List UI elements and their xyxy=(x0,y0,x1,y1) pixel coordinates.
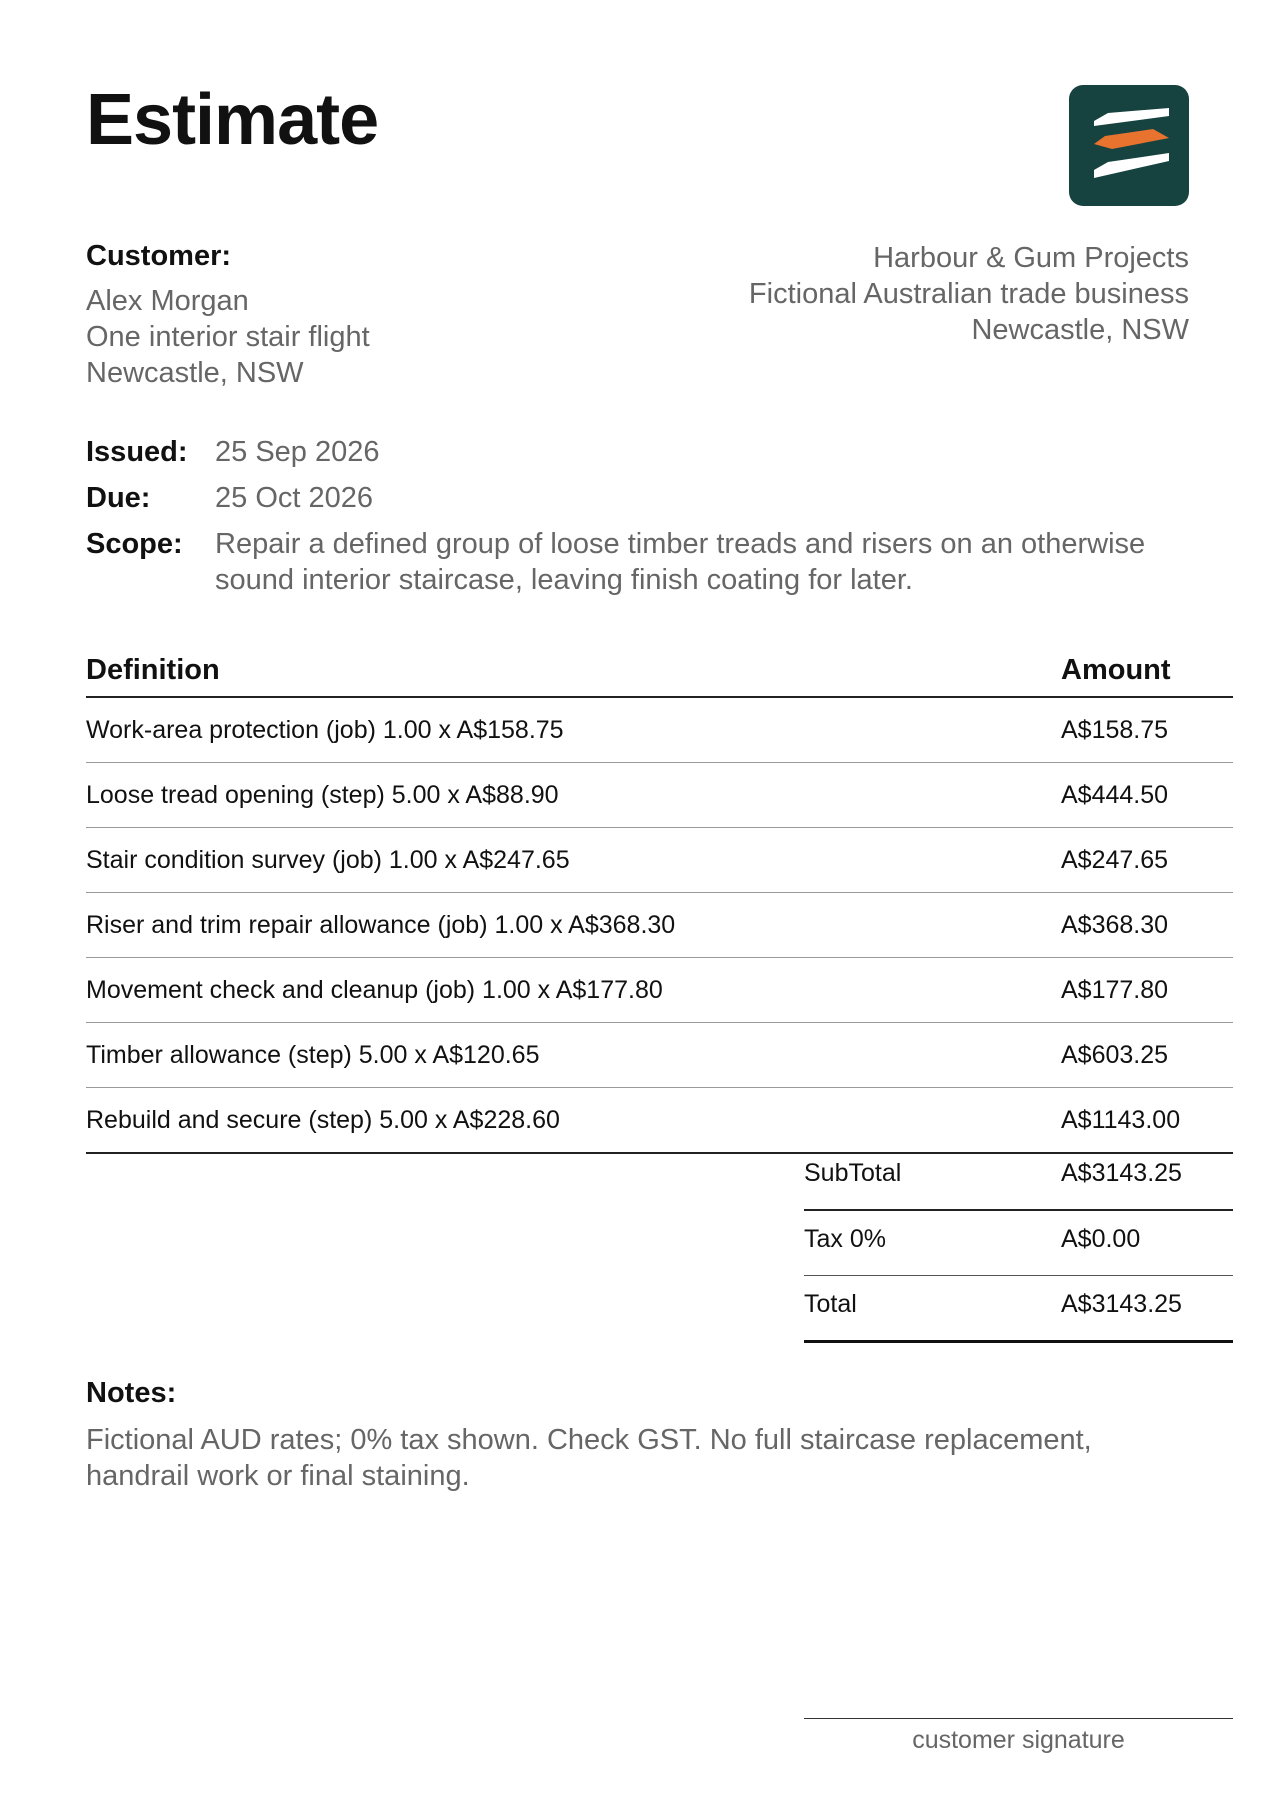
item-definition: Stair condition survey (job) 1.00 x A$247.65 xyxy=(86,846,570,874)
total-label: Total xyxy=(804,1290,857,1318)
business-details xyxy=(749,240,1189,348)
totals-block xyxy=(804,1145,1233,1343)
item-amount: A$444.50 xyxy=(1061,781,1169,809)
total-value: A$3143.25 xyxy=(1061,1290,1182,1318)
item-definition: Timber allowance (step) 5.00 x A$120.65 xyxy=(86,1041,540,1069)
item-amount: A$177.80 xyxy=(1061,976,1169,1004)
table-row xyxy=(86,698,1233,763)
scope-label: Scope: xyxy=(86,528,183,560)
total-row xyxy=(804,1276,1233,1343)
table-row xyxy=(86,1023,1233,1088)
subtotal-value: A$3143.25 xyxy=(1061,1159,1182,1187)
customer-location: Newcastle, NSW xyxy=(86,357,304,389)
business-description: Fictional Australian trade business xyxy=(748,278,1189,310)
issued-date: 25 Sep 2026 xyxy=(215,436,380,468)
customer-label: Customer: xyxy=(86,240,232,272)
notes-label: Notes: xyxy=(86,1377,177,1409)
tax-row xyxy=(804,1211,1233,1276)
scope-text: Repair a defined group of loose timber treads and risers on an otherwise sound interior staircase, leaving finish coating for later. xyxy=(215,528,1146,596)
subtotal-row xyxy=(804,1145,1233,1211)
tax-label: Tax 0% xyxy=(804,1225,886,1253)
table-row xyxy=(86,763,1233,828)
item-definition: Movement check and cleanup (job) 1.00 x A$177.80 xyxy=(86,976,663,1004)
line-items-body xyxy=(86,698,1233,1154)
scope-row xyxy=(86,526,1215,598)
table-row xyxy=(86,958,1233,1023)
table-row xyxy=(86,828,1233,893)
subtotal-label: SubTotal xyxy=(804,1159,902,1187)
signature-label: customer signature xyxy=(912,1726,1125,1754)
amount-header: Amount xyxy=(1061,654,1171,686)
customer-job: One interior stair flight xyxy=(86,321,370,353)
line-items-table xyxy=(86,650,1233,1154)
stacked-planks-logo-icon xyxy=(1069,85,1189,206)
due-row xyxy=(86,480,1215,516)
line-items-header xyxy=(86,650,1233,698)
business-name: Harbour & Gum Projects xyxy=(873,242,1189,274)
item-amount: A$603.25 xyxy=(1061,1041,1169,1069)
definition-header: Definition xyxy=(86,654,220,686)
notes-text: Fictional AUD rates; 0% tax shown. Check GST. No full staircase replacement, handrail work or final staining. xyxy=(86,1424,1092,1492)
item-definition: Work-area protection (job) 1.00 x A$158.75 xyxy=(86,716,564,744)
signature-line[interactable] xyxy=(804,1718,1233,1719)
item-amount: A$158.75 xyxy=(1061,716,1169,744)
item-definition: Rebuild and secure (step) 5.00 x A$228.60 xyxy=(86,1106,560,1134)
item-amount: A$1143.00 xyxy=(1061,1106,1181,1134)
item-definition: Loose tread opening (step) 5.00 x A$88.90 xyxy=(86,781,559,809)
document-title: Estimate xyxy=(86,80,379,160)
due-label: Due: xyxy=(86,482,151,514)
customer-name: Alex Morgan xyxy=(86,285,249,317)
customer-details xyxy=(86,283,370,391)
tax-value: A$0.00 xyxy=(1061,1225,1141,1253)
issued-row xyxy=(86,434,1215,470)
table-row xyxy=(86,893,1233,958)
estimate-meta xyxy=(86,434,1215,608)
issued-label: Issued: xyxy=(86,436,188,468)
item-definition: Riser and trim repair allowance (job) 1.00 x A$368.30 xyxy=(86,911,676,939)
due-date: 25 Oct 2026 xyxy=(215,482,373,514)
item-amount: A$247.65 xyxy=(1061,846,1169,874)
item-amount: A$368.30 xyxy=(1061,911,1169,939)
business-location: Newcastle, NSW xyxy=(971,314,1189,346)
